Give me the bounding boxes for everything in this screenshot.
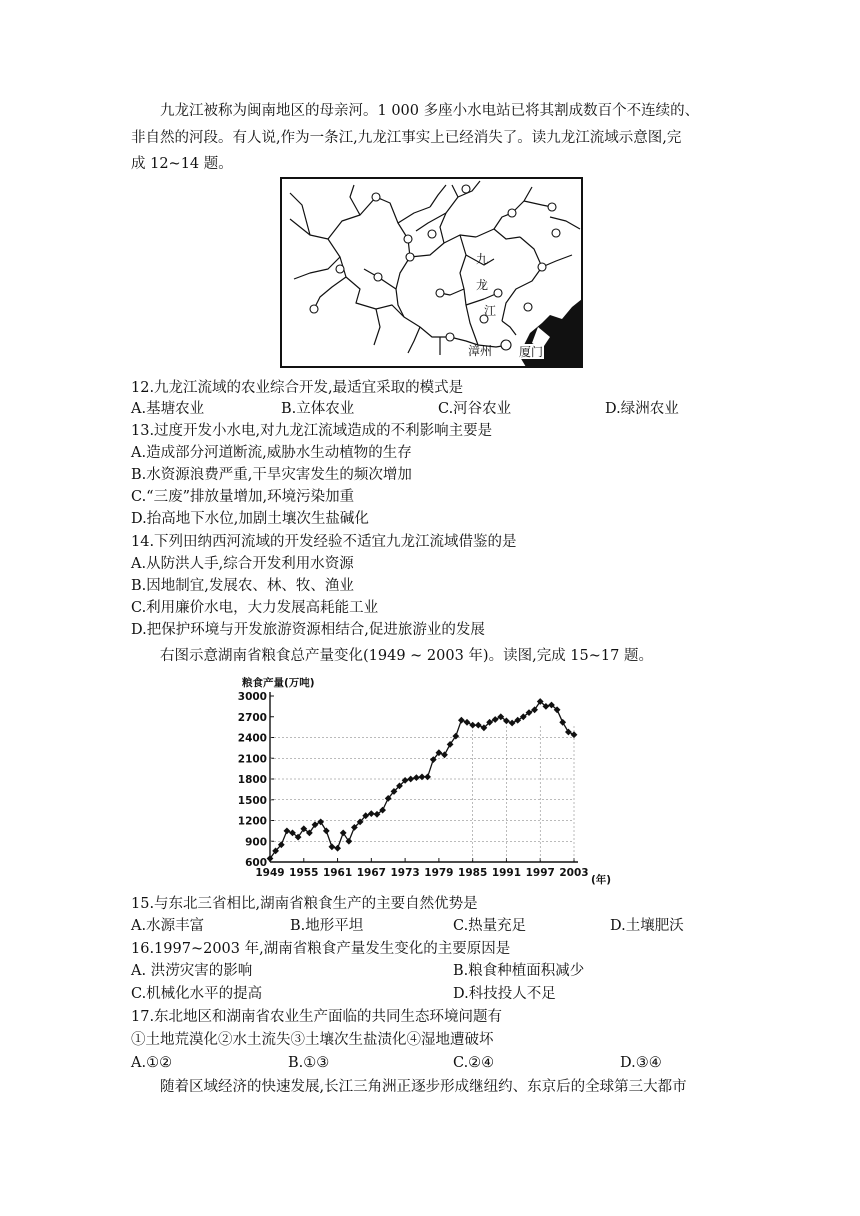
data-point [475, 722, 482, 729]
data-point [441, 751, 448, 758]
y-tick-label: 2700 [237, 711, 267, 724]
data-point [559, 719, 566, 726]
x-tick-label: 1985 [458, 867, 488, 879]
intro-line-1: 九龙江被称为闽南地区的母亲河。1 000 多座小水电站已将其割成数百个不连续的、 [160, 103, 700, 119]
q14-option-c: C.利用廉价水电，大力发展高耗能工业 [131, 600, 379, 616]
q13-option-d: D.抬高地下水位,加剧土壤次生盐碱化 [131, 511, 369, 527]
y-tick-label: 2100 [237, 753, 267, 766]
data-point [571, 731, 578, 738]
q12-option-b: B.立体农业 [281, 401, 355, 417]
data-point [329, 843, 336, 850]
river-char-3: 江 [484, 304, 497, 318]
data-point [514, 717, 521, 724]
jiulong-river-map [280, 177, 583, 368]
y-tick-label: 600 [245, 857, 267, 869]
data-point [424, 774, 431, 781]
intro-line-3: 成 12~14 题。 [131, 156, 233, 172]
q13-option-c: C.“三废”排放量增加,环境污染加重 [131, 489, 355, 505]
q14-option-d: D.把保护环境与开发旅游资源相结合,促进旅游业的发展 [131, 622, 485, 638]
grain-output-chart [236, 674, 620, 886]
q13-option-a: A.造成部分河道断流,威胁水生动植物的生存 [131, 445, 412, 461]
city-zhangzhou-label: 漳州 [468, 344, 493, 358]
x-tick-label: 1949 [255, 867, 285, 879]
data-point [458, 717, 465, 724]
q17-option-c: C.②④ [453, 1055, 495, 1071]
river-char-2: 龙 [476, 278, 489, 292]
x-tick-label: 1967 [356, 867, 386, 879]
x-tick-label: 1973 [390, 867, 420, 879]
q17-option-a: A.①② [131, 1055, 173, 1071]
data-point [413, 774, 420, 781]
x-tick-label: 1955 [289, 867, 319, 879]
city-xiamen-label: 厦门 [519, 345, 544, 359]
q16-stem: 16.1997~2003 年,湖南省粮食产量发生变化的主要原因是 [131, 941, 511, 957]
y-tick-label: 1800 [237, 774, 267, 786]
data-point [340, 830, 347, 837]
q16-option-b: B.粮食种植面积减少 [453, 963, 585, 979]
q17-option-b: B.①③ [288, 1055, 330, 1071]
intro2: 右图示意湖南省粮食总产量变化(1949 ~ 2003 年)。读图,完成 15~17 题。 [160, 648, 653, 664]
q15-option-b: B.地形平坦 [290, 918, 364, 934]
q12-option-d: D.绿洲农业 [605, 401, 679, 417]
data-point [407, 776, 414, 783]
q16-option-a: A. 洪涝灾害的影响 [131, 963, 253, 979]
q16-option-d: D.科技投人不足 [453, 986, 556, 1002]
x-tick-label: 1997 [525, 867, 555, 879]
q14-option-a: A.从防洪人手,综合开发利用水资源 [131, 556, 354, 572]
x-tick-label: 1961 [322, 867, 353, 879]
q17-option-d: D.③④ [620, 1055, 662, 1071]
q14-option-b: B.因地制宜,发展农、林、牧、渔业 [131, 578, 354, 594]
chart-xunit: (年) [591, 874, 612, 886]
q17-items: ①土地荒漠化②水土流失③土壤次生盐渍化④湿地遭破坏 [131, 1032, 494, 1048]
q14-stem: 14.下列田纳西河流域的开发经验不适宜九龙江流域借鉴的是 [131, 534, 517, 550]
x-tick-label: 2003 [559, 867, 589, 879]
q12-stem: 12.九龙江流域的农业综合开发,最适宜采取的模式是 [131, 380, 464, 396]
data-point [317, 819, 324, 826]
y-tick-label: 1200 [237, 815, 267, 828]
q12-option-c: C.河谷农业 [438, 401, 512, 417]
intro-line-2: 非自然的河段。有人说,作为一条江,九龙江事实上已经消失了。读九龙江流域示意图,完 [131, 130, 682, 146]
q15-stem: 15.与东北三省相比,湖南省粮食生产的主要自然优势是 [131, 896, 478, 912]
y-tick-label: 1500 [237, 794, 267, 807]
data-point [492, 716, 499, 723]
data-point [284, 828, 291, 835]
q15-option-c: C.热量充足 [453, 918, 527, 934]
q17-stem: 17.东北地区和湖南省农业生产面临的共同生态环境问题有 [131, 1009, 503, 1025]
data-point [323, 828, 330, 835]
data-point [464, 719, 471, 726]
data-point [565, 729, 572, 736]
y-tick-label: 3000 [237, 691, 267, 703]
data-point [368, 810, 375, 817]
data-point [334, 845, 341, 852]
data-point [509, 720, 516, 727]
y-tick-label: 900 [245, 836, 267, 849]
x-tick-label: 1979 [424, 867, 454, 879]
q15-option-d: D.土壤肥沃 [610, 918, 684, 934]
q15-option-a: A.水源丰富 [131, 918, 205, 934]
q13-option-b: B.水资源浪费严重,干旱灾害发生的频次增加 [131, 467, 412, 483]
chart-ylabel: 粮食产量(万吨) [242, 677, 315, 689]
q16-option-c: C.机械化水平的提高 [131, 986, 263, 1002]
x-tick-label: 1991 [491, 867, 522, 879]
y-tick-label: 2400 [237, 732, 267, 745]
intro3: 随着区域经济的快速发展,长江三角洲正逐步形成继纽约、东京后的全球第三大都市 [160, 1079, 687, 1095]
river-char-1: 九 [476, 252, 489, 266]
q13-stem: 13.过度开发小水电,对九龙江流域造成的不利影响主要是 [131, 423, 493, 439]
q12-option-a: A.基塘农业 [131, 401, 205, 417]
